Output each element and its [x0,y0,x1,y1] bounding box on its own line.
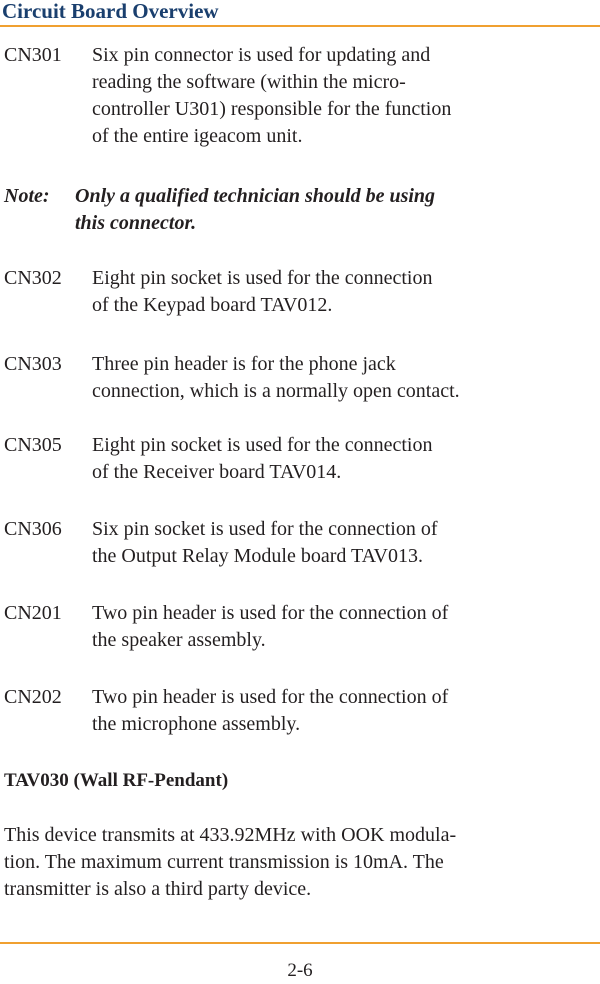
technician-note [4,183,435,237]
connector-entry-cn201 [4,600,598,654]
description-line: Two pin header is used for the connection of [92,686,449,708]
description-line: Two pin header is used for the connection of [92,602,449,624]
page-number: 2-6 [287,960,313,981]
note-line: Only a qualified technician should be using [75,185,436,207]
connector-code: CN302 [4,267,62,289]
bottom-divider [0,942,600,944]
section-title: Circuit Board Overview [2,0,219,23]
connector-entry-cn202 [4,684,598,738]
description-line: reading the software (within the micro- [92,71,406,93]
connector-description [92,42,598,150]
connector-entry-cn302 [4,265,598,319]
description-line: controller U301) responsible for the function [92,98,452,120]
paragraph-line: transmitter is also a third party device. [4,878,312,900]
note-label: Note: [4,185,50,207]
connector-description [92,351,598,405]
description-line: Eight pin socket is used for the connection [92,267,433,289]
connector-code: CN306 [4,518,62,540]
description-line: of the Receiver board TAV014. [92,461,342,483]
connector-description [92,600,598,654]
connector-description [92,432,598,486]
connector-entry-cn303 [4,351,598,405]
connector-code: CN303 [4,353,62,375]
connector-description [92,516,598,570]
paragraph-line: tion. The maximum current transmission is 10mA. The [4,851,444,873]
description-line: Six pin socket is used for the connection of [92,518,438,540]
connector-code: CN301 [4,44,62,66]
connector-code: CN305 [4,434,62,456]
description-line: of the Keypad board TAV012. [92,294,333,316]
connector-description [92,684,598,738]
connector-code: CN201 [4,602,62,624]
subsection-heading: TAV030 (Wall RF-Pendant) [4,770,229,791]
paragraph-line: This device transmits at 433.92MHz with OOK modula- [4,824,457,846]
connector-entry-cn301 [4,42,598,150]
connector-entry-cn305 [4,432,598,486]
description-line: Six pin connector is used for updating and [92,44,431,66]
description-line: Three pin header is for the phone jack [92,353,396,375]
subsection-paragraph [4,822,456,903]
top-divider [0,25,600,27]
description-line: of the entire igeacom unit. [92,125,303,147]
note-line: this connector. [75,212,197,234]
description-line: the Output Relay Module board TAV013. [92,545,423,567]
description-line: connection, which is a normally open contact. [92,380,460,402]
description-line: the speaker assembly. [92,629,266,651]
description-line: the microphone assembly. [92,713,301,735]
description-line: Eight pin socket is used for the connection [92,434,433,456]
connector-entry-cn306 [4,516,598,570]
connector-code: CN202 [4,686,62,708]
note-text [75,183,435,237]
connector-description [92,265,598,319]
